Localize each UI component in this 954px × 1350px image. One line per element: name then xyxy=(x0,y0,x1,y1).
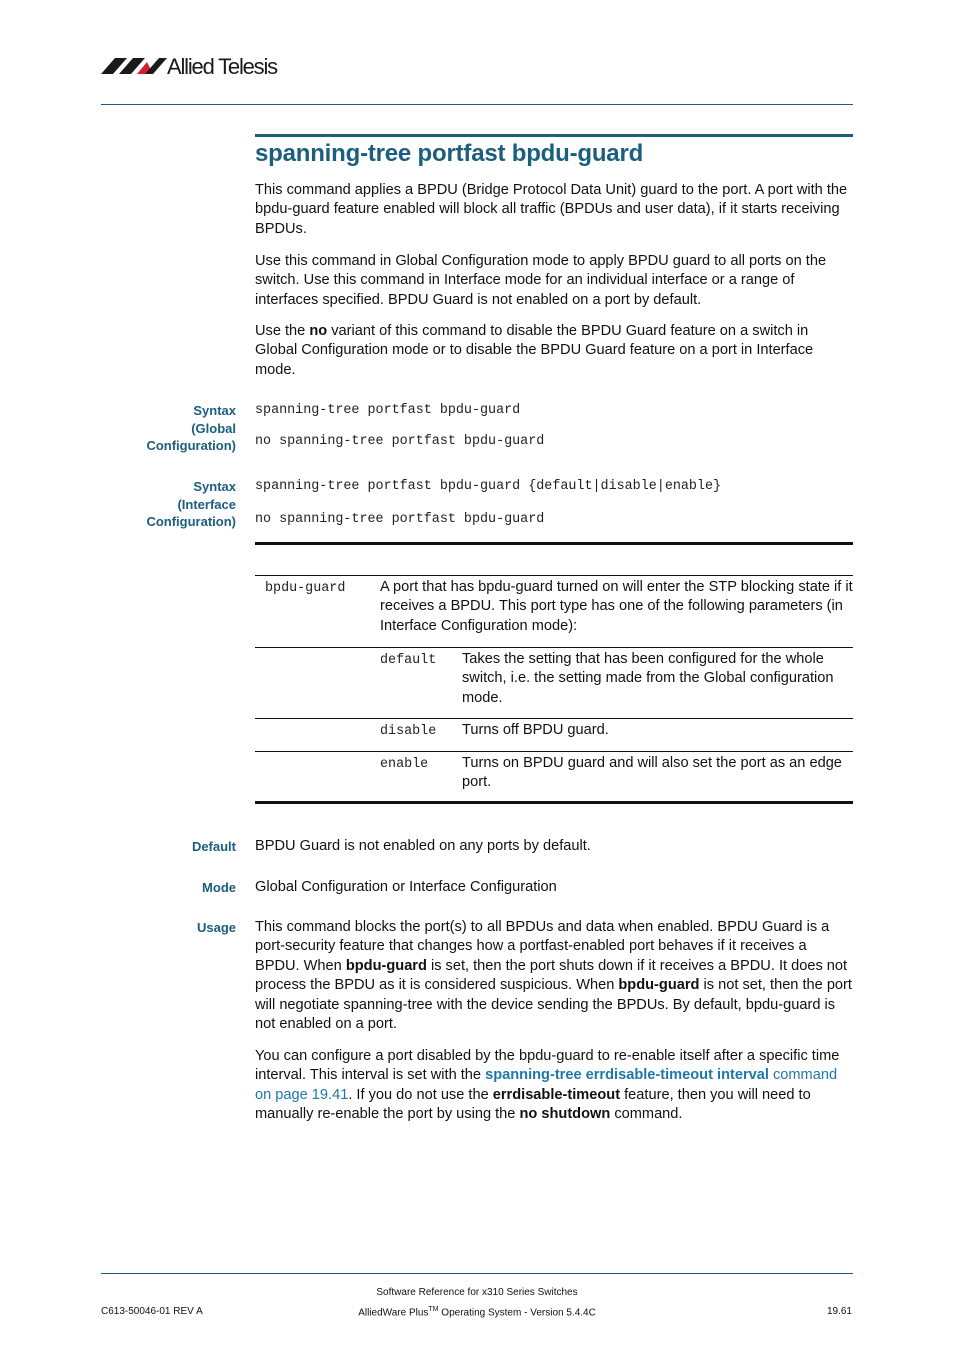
svg-text:Allied Telesis: Allied Telesis xyxy=(167,54,277,79)
usage-paragraph: You can configure a port disabled by the bpdu-guard to re-enable itself after a specific time interval. This interval is set with the spanning-tree errdisable-timeout interval command on page 19.41. If you do not use the errdisable-timeout feature, then you will need to manually re-enable the port by using the no shutdown command. xyxy=(255,1048,840,1123)
usage-label: Usage xyxy=(196,920,236,935)
table-row-rule xyxy=(255,647,853,648)
intro-paragraph: Use this command in Global Configuration mode to apply BPDU guard to all ports on the switch. Use this command in Interface mode for an individual interface or a range of interfaces specified. BPDU Guard is not enabled on a port by default. xyxy=(255,253,827,308)
syntax-global-label: Syntax (Global Configuration) xyxy=(146,403,236,453)
param-description: A port that has bpdu-guard turned on will enter the STP blocking state if it receives a BPDU. This port type has one of the following parameters (in Interface Configuration mode): xyxy=(380,579,853,634)
syntax-line: spanning-tree portfast bpdu-guard xyxy=(255,403,521,418)
syntax-line: spanning-tree portfast bpdu-guard {default|disable|enable} xyxy=(255,479,722,494)
syntax-line: no spanning-tree portfast bpdu-guard xyxy=(255,512,545,527)
table-row-rule xyxy=(255,718,853,719)
default-text: BPDU Guard is not enabled on any ports by default. xyxy=(255,838,591,854)
table-top-rule xyxy=(255,542,853,545)
table-row-rule xyxy=(255,751,853,752)
option-description: Takes the setting that has been configured for the whole switch, i.e. the setting made from the Global configuration mode. xyxy=(462,651,834,706)
default-label: Default xyxy=(191,839,236,854)
allied-telesis-logo xyxy=(101,52,301,80)
mode-label: Mode xyxy=(202,880,236,895)
option-description: Turns on BPDU guard and will also set the port as an edge port. xyxy=(462,755,842,791)
page-title: spanning-tree portfast bpdu-guard xyxy=(255,140,644,167)
footer-title: Software Reference for x310 Series Switches xyxy=(376,1287,578,1298)
mode-text: Global Configuration or Interface Configuration xyxy=(255,879,557,895)
footer-doc-id: C613-50046-01 REV A xyxy=(101,1306,203,1317)
footer-rule xyxy=(101,1273,853,1274)
intro-paragraph-no-variant: Use the no variant of this command to disable the BPDU Guard feature on a switch in Global Configuration mode or to disable the BPDU Guard feature on a port in Interface mode. xyxy=(255,323,814,378)
footer-page-number: 19.61 xyxy=(826,1306,852,1317)
footer-os-version: AlliedWare Plus™ Operating System - Version 5.4.4C xyxy=(358,1306,596,1319)
table-header-rule xyxy=(255,575,853,576)
command-link[interactable]: spanning-tree errdisable-timeout interval command on page 19.41 xyxy=(255,1067,838,1103)
usage-paragraph: This command blocks the port(s) to all BPDUs and data when enabled. BPDU Guard is a port-security feature that changes how a portfast-enabled port behaves if it receives a BPDU. When bpdu-guard is set, then the port shuts down if it receives a BPDU. It does not process the BPDU as it is considered suspicious. When bpdu-guard is not set, then the port will negotiate spanning-tree with the device sending the BPDUs. By default, bpdu-guard is not enabled on a port. xyxy=(255,919,852,1033)
table-bottom-rule xyxy=(255,801,853,804)
syntax-line: no spanning-tree portfast bpdu-guard xyxy=(255,434,545,449)
syntax-interface-label: Syntax (Interface Configuration) xyxy=(146,479,236,529)
logo-mark-icon xyxy=(101,52,301,80)
option-name-default: default xyxy=(380,653,437,668)
intro-paragraph: This command applies a BPDU (Bridge Protocol Data Unit) guard to the port. A port with the bpdu-guard feature enabled will block all traffic (BPDUs and user data), if it starts receiving BPDUs. xyxy=(255,182,848,237)
option-name-enable: enable xyxy=(380,757,429,772)
param-name: bpdu-guard xyxy=(265,581,346,596)
option-name-disable: disable xyxy=(380,724,437,739)
option-description: Turns off BPDU guard. xyxy=(462,722,609,738)
header-rule xyxy=(101,104,853,105)
title-rule xyxy=(255,134,853,137)
